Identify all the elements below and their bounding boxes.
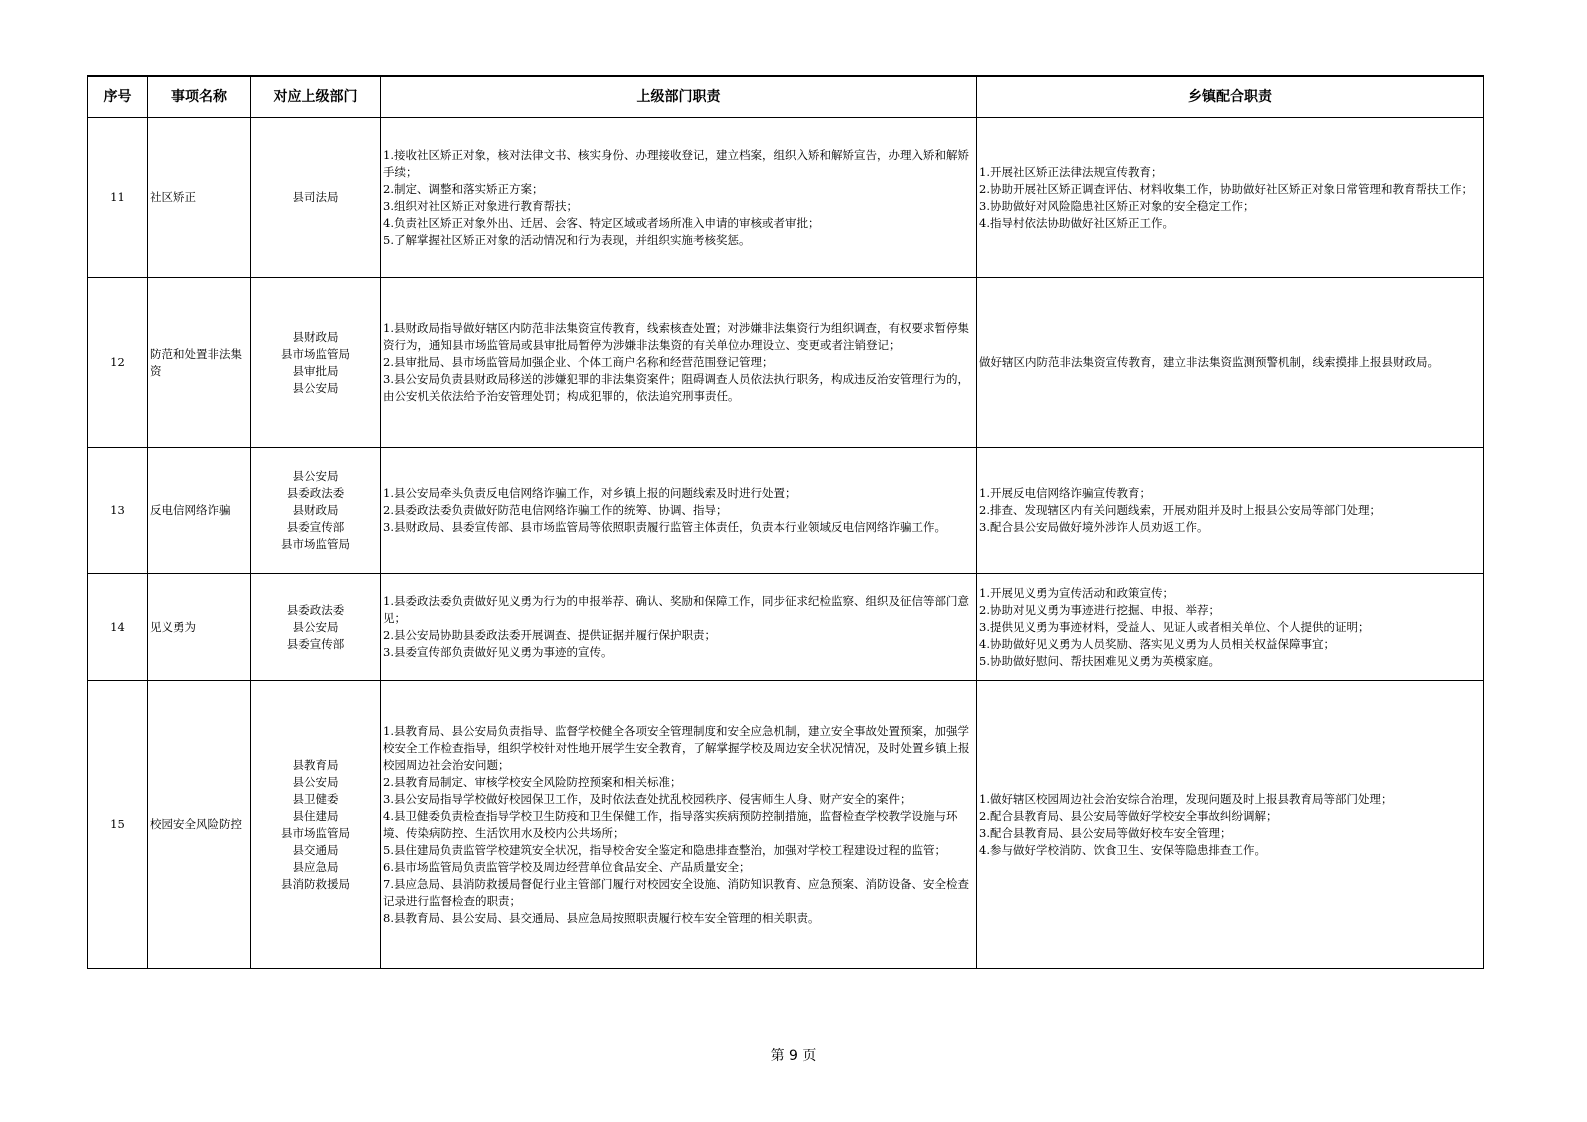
town-duty-line: 4.指导村依法协助做好社区矫正工作。 [979, 215, 1174, 230]
town-duty-line: 3.配合县公安局做好境外涉诈人员劝返工作。 [979, 520, 1209, 534]
row-index: 14 [88, 574, 148, 681]
duty-line: 2.县公安局协助县委政法委开展调查、提供证据并履行保护职责； [383, 628, 716, 642]
department-name: 县消防救援局 [281, 876, 350, 891]
item-name: 反电信网络诈骗 [148, 448, 251, 574]
town-duty-line: 3.配合县教育局、县公安局等做好校车安全管理； [979, 825, 1232, 840]
table-row [88, 574, 1484, 681]
town-duty-line: 4.参与做好学校消防、饮食卫生、安保等隐患排查工作。 [979, 842, 1266, 857]
township-duties [977, 574, 1484, 681]
town-duty-line: 5.协助做好慰问、帮扶困难见义勇为英模家庭。 [979, 653, 1220, 668]
row-index: 12 [88, 278, 148, 448]
department-name: 县住建局 [292, 808, 339, 823]
row-index: 13 [88, 448, 148, 574]
department-name: 县卫健委 [292, 791, 339, 806]
header-town: 乡镇配合职责 [977, 76, 1484, 118]
department-name: 县委政法委 [286, 602, 345, 617]
item-name: 防范和处置非法集资 [148, 278, 251, 448]
department-list [251, 574, 381, 681]
town-duty-line: 2.协助开展社区矫正调查评估、材料收集工作，协助做好社区矫正对象日常管理和教育帮扶工作； [979, 181, 1473, 196]
duty-line: 1.县公安局牵头负责反电信网络诈骗工作，对乡镇上报的问题线索及时进行处置； [383, 486, 797, 500]
duty-line: 3.县公安局负责县财政局移送的涉嫌犯罪的非法集资案件；阻碍调查人员依法执行职务，构成违反治安管理行为的，由公安机关依法给予治安管理处罚；构成犯罪的，依法追究刑事责任。 [383, 372, 969, 403]
item-name: 见义勇为 [148, 574, 251, 681]
superior-duties [381, 574, 977, 681]
duty-line: 2.县委政法委负责做好防范电信网络诈骗工作的统筹、协调、指导； [383, 503, 728, 517]
header-dept: 对应上级部门 [251, 76, 381, 118]
superior-duties [381, 118, 977, 278]
town-duty-line: 1.做好辖区校园周边社会治安综合治理，发现问题及时上报县教育局等部门处理； [979, 791, 1393, 806]
duty-line: 1.县教育局、县公安局负责指导、监督学校健全各项安全管理制度和安全应急机制，建立安全事故处置预案，加强学校安全工作检查指导，组织学校针对性地开展学生安全教育，了解掌握学校及周边安全状况情况，及时处置乡镇上报校园周边社会治安问题； [383, 723, 970, 772]
duty-line: 3.县委宣传部负责做好见义勇为事迹的宣传。 [383, 645, 613, 659]
item-name: 社区矫正 [148, 118, 251, 278]
page-number: 第 9 页 [770, 1048, 817, 1064]
town-duty-line: 4.协助做好见义勇为人员奖励、落实见义勇为人员相关权益保障事宜； [979, 636, 1335, 651]
duty-line: 1.县财政局指导做好辖区内防范非法集资宣传教育，线索核查处置；对涉嫌非法集资行为组织调查，有权要求暂停集资行为，通知县市场监管局或县审批局暂停为涉嫌非法集资的有关单位办理设立、变更或者注销登记； [383, 321, 969, 352]
town-duty-line: 2.配合县教育局、县公安局等做好学校安全事故纠纷调解； [979, 808, 1278, 823]
duty-line: 1.县委政法委负责做好见义勇为行为的申报举荐、确认、奖励和保障工作，同步征求纪检监察、组织及征信等部门意见； [383, 594, 969, 625]
department-name: 县审批局 [292, 363, 339, 378]
header-idx: 序号 [88, 76, 148, 118]
township-duties [977, 118, 1484, 278]
town-duty-line: 3.提供见义勇为事迹材料，受益人、见证人或者相关单位、个人提供的证明； [979, 619, 1370, 634]
table-row [88, 118, 1484, 278]
superior-duties [381, 278, 977, 448]
department-name: 县交通局 [292, 842, 339, 857]
duty-line: 5.了解掌握社区矫正对象的活动情况和行为表现，并组织实施考核奖惩。 [383, 232, 751, 247]
table-body [88, 118, 1484, 969]
town-duty-line: 2.协助对见义勇为事迹进行挖掘、申报、举荐； [979, 602, 1220, 617]
department-name: 县公安局 [292, 380, 339, 395]
department-name: 县公安局 [292, 469, 339, 483]
department-list [251, 118, 381, 278]
town-duty-line: 做好辖区内防范非法集资宣传教育，建立非法集资监测预警机制，线索摸排上报县财政局。 [979, 355, 1439, 369]
town-duty-line: 3.协助做好对风险隐患社区矫正对象的安全稳定工作； [979, 198, 1255, 213]
duty-line: 8.县教育局、县公安局、县交通局、县应急局按照职责履行校车安全管理的相关职责。 [383, 910, 820, 925]
town-duty-line: 1.开展社区矫正法律法规宣传教育； [979, 164, 1163, 179]
town-duty-line: 2.排查、发现辖区内有关问题线索，开展劝阻并及时上报县公安局等部门处理； [979, 503, 1381, 517]
header-duty: 上级部门职责 [381, 76, 977, 118]
duty-line: 4.县卫健委负责检查指导学校卫生防疫和卫生保健工作，指导落实疾病预防控制措施，监督检查学校教学设施与环境、传染病防控、生活饮用水及校内公共场所； [383, 808, 958, 840]
township-duties [977, 278, 1484, 448]
table-row [88, 681, 1484, 969]
duty-line: 7.县应急局、县消防救援局督促行业主管部门履行对校园安全设施、消防知识教育、应急预案、消防设备、安全检查记录进行监督检查的职责； [383, 876, 969, 908]
duty-line: 2.县教育局制定、审核学校安全风险防控预案和相关标准； [383, 774, 682, 789]
duties-table [87, 75, 1484, 969]
department-name: 县公安局 [292, 619, 339, 634]
duty-line: 6.县市场监管局负责监管学校及周边经营单位食品安全、产品质量安全； [383, 859, 751, 874]
row-index: 15 [88, 681, 148, 969]
town-duty-line: 1.开展反电信网络诈骗宣传教育； [979, 486, 1151, 500]
table-header-row [88, 76, 1484, 118]
duty-line: 1.接收社区矫正对象，核对法律文书、核实身份、办理接收登记，建立档案，组织入矫和解矫宣告，办理入矫和解矫手续； [383, 147, 969, 179]
department-list [251, 681, 381, 969]
department-name: 县市场监管局 [281, 346, 350, 361]
duty-line: 2.县审批局、县市场监管局加强企业、个体工商户名称和经营范围登记管理； [383, 355, 774, 369]
department-list [251, 448, 381, 574]
department-name: 县公安局 [292, 774, 339, 789]
department-name: 县委宣传部 [286, 636, 345, 651]
department-name: 县委政法委 [286, 486, 345, 500]
duty-line: 4.负责社区矫正对象外出、迁居、会客、特定区域或者场所准入申请的审核或者审批； [383, 215, 820, 230]
department-name: 县市场监管局 [281, 825, 350, 840]
department-list [251, 278, 381, 448]
table-row [88, 278, 1484, 448]
town-duty-line: 1.开展见义勇为宣传活动和政策宣传； [979, 585, 1174, 600]
department-name: 县财政局 [292, 503, 339, 517]
department-name: 县教育局 [292, 757, 339, 772]
duty-line: 3.组织对社区矫正对象进行教育帮扶； [383, 198, 578, 213]
header-name: 事项名称 [148, 76, 251, 118]
department-name: 县委宣传部 [286, 520, 345, 534]
superior-duties [381, 448, 977, 574]
row-index: 11 [88, 118, 148, 278]
table-row [88, 448, 1484, 574]
township-duties [977, 681, 1484, 969]
duty-line: 2.制定、调整和落实矫正方案； [383, 181, 544, 196]
superior-duties [381, 681, 977, 969]
township-duties [977, 448, 1484, 574]
department-name: 县财政局 [292, 329, 339, 344]
department-name: 县应急局 [292, 859, 339, 874]
department-name: 县司法局 [292, 190, 339, 204]
duty-line: 3.县财政局、县委宣传部、县市场监管局等依照职责履行监管主体责任，负责本行业领域反电信网络诈骗工作。 [383, 520, 946, 534]
item-name: 校园安全风险防控 [148, 681, 251, 969]
duty-line: 5.县住建局负责监管学校建筑安全状况，指导校舍安全鉴定和隐患排查整治，加强对学校工程建设过程的监管； [383, 842, 946, 857]
department-name: 县市场监管局 [281, 537, 350, 551]
duty-line: 3.县公安局指导学校做好校园保卫工作，及时依法查处扰乱校园秩序、侵害师生人身、财产安全的案件； [383, 791, 912, 806]
